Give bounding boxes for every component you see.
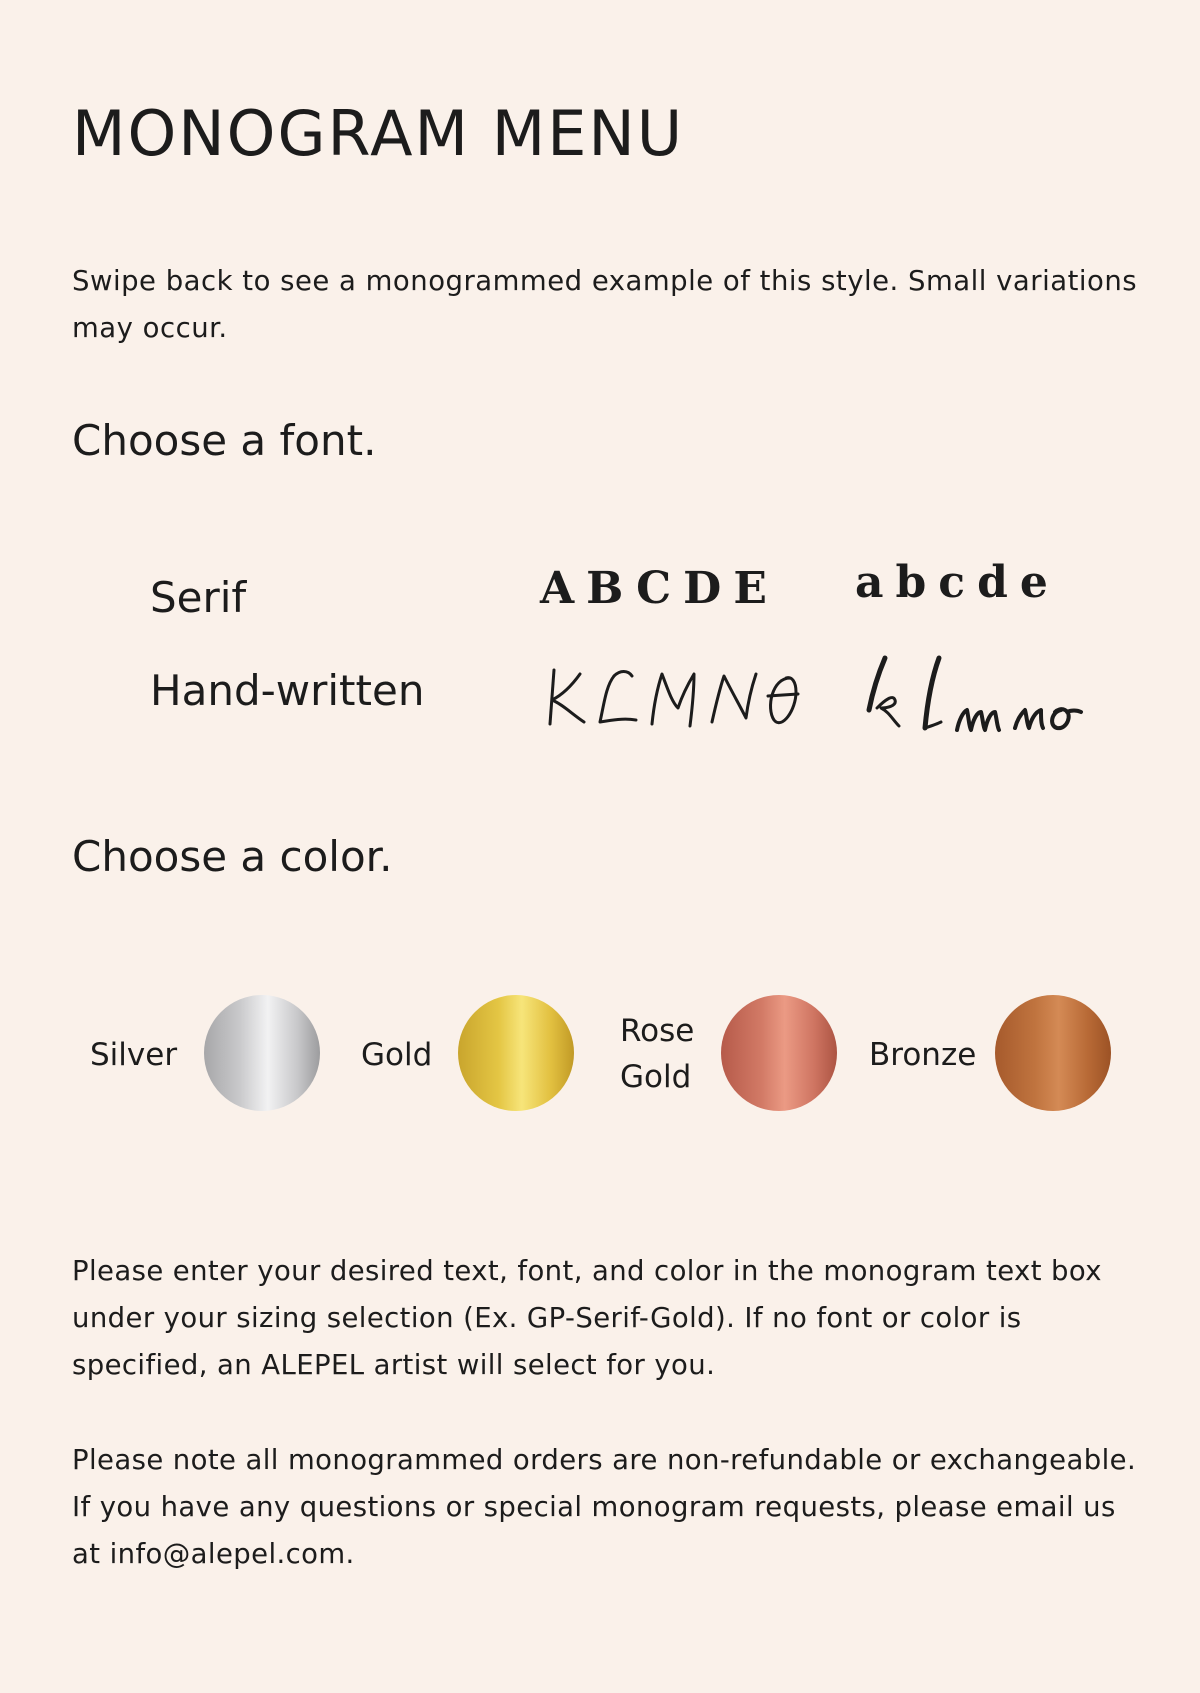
instructions-text: Please enter your desired text, font, and color in the monogram text box under your sizing selection (Ex. GP-Serif-Gold). If no font or color is specified, an ALEPEL artist will select for you.	[72, 1255, 1102, 1381]
font-option-label: Hand-written	[150, 666, 425, 715]
color-option-label: Silver	[90, 1037, 178, 1073]
color-option-label: Gold	[361, 1037, 433, 1073]
color-option-bronze[interactable]	[869, 995, 1109, 1115]
handwritten-lowercase-sample	[855, 650, 1085, 740]
color-option-gold[interactable]	[361, 995, 591, 1115]
color-option-label-line1: Rose	[620, 1013, 695, 1049]
color-option-rose-gold[interactable]	[620, 995, 840, 1115]
note-text: Please note all monogrammed orders are non-refundable or exchangeable. If you have any questions or special monogram requests, please email us at info@alepel.com.	[72, 1444, 1137, 1570]
rose-gold-swatch	[721, 995, 837, 1111]
color-option-label-line2: Gold	[620, 1059, 692, 1095]
silver-swatch	[204, 995, 320, 1111]
gold-swatch	[458, 995, 574, 1111]
color-option-label: Bronze	[869, 1037, 977, 1073]
font-option-handwritten[interactable]	[150, 658, 1070, 738]
font-section-heading: Choose a font.	[72, 416, 377, 465]
font-option-serif[interactable]	[150, 557, 1070, 645]
serif-lowercase-sample: abcde	[855, 557, 1060, 608]
color-option-silver[interactable]	[90, 995, 330, 1115]
intro-text: Swipe back to see a monogrammed example of this style. Small variations may occur.	[72, 265, 1138, 344]
font-option-label: Serif	[150, 573, 247, 622]
color-section-heading: Choose a color.	[72, 832, 393, 881]
serif-uppercase-sample: ABCDE	[540, 563, 779, 614]
bronze-swatch	[995, 995, 1111, 1111]
page-title: MONOGRAM MENU	[72, 97, 685, 170]
handwritten-uppercase-sample	[540, 656, 810, 736]
